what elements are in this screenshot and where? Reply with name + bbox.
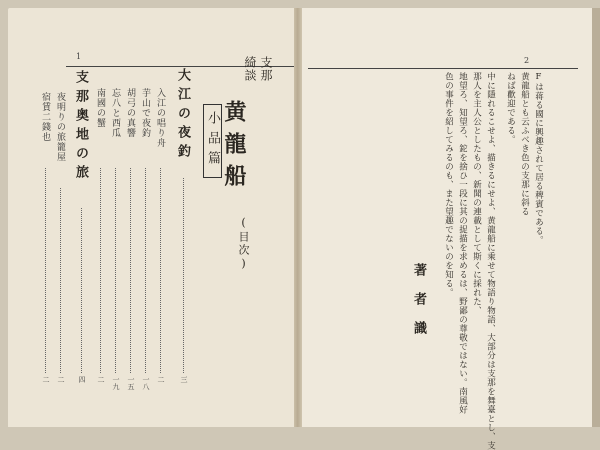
list-item: 入江の唱り舟: [155, 88, 165, 148]
chapter-page: 四: [78, 376, 86, 383]
section-box: 小品篇: [203, 104, 222, 178]
preface-line: 中に隱れるこせよ、描きるにせよ、黄龍船に乘せて物語り物語、大部分は支那を舞臺とし、支: [485, 72, 496, 450]
chapter-title: 大江の夜釣: [175, 68, 190, 163]
preface-line: ねば歡迎である。: [505, 72, 516, 144]
list-item: 南國の蟹: [95, 88, 105, 128]
book-title: 黄龍船: [221, 100, 247, 196]
leader-dots: [100, 168, 101, 373]
right-page: [302, 8, 592, 450]
right-page-number: 2: [524, 56, 530, 65]
leader-dots: [130, 168, 131, 373]
series-label-1: 支那: [259, 56, 273, 82]
leader-dots: [160, 168, 161, 373]
preface-line: 地望ろ、知望ろ、鉈を捨ひ一段に其の捉描を求めるは、野鄙の尊敬ではない。南風好: [457, 72, 468, 414]
list-item: 夜明りの旅籠屋: [55, 92, 65, 162]
leader-dots: [115, 168, 116, 373]
item-page: 二: [42, 376, 50, 383]
leader-dots: [183, 178, 184, 373]
left-page-number: 1: [76, 52, 82, 61]
header-rule: [308, 68, 578, 69]
page-edge: [592, 8, 600, 427]
left-page: [8, 8, 294, 427]
item-page: 一九: [112, 376, 120, 390]
author-signature: 著者識: [411, 263, 426, 350]
chapter-title: 支那奥地の旅: [73, 70, 88, 184]
preface-line: 那人を主人公としたもの、新聞の連載として斯くに採れた、: [471, 72, 482, 315]
contents-label: (目次): [237, 216, 250, 272]
item-page: 二: [57, 376, 65, 383]
item-page: 一八: [142, 376, 150, 390]
preface-line: 色の事件を紹してみるのも、また望趣でないのを知る。: [443, 72, 454, 297]
item-page: 二: [97, 376, 105, 383]
leader-dots: [60, 188, 61, 373]
book-gutter: [294, 8, 302, 427]
list-item: 胡弓の真響: [125, 88, 135, 138]
leader-dots: [81, 208, 82, 373]
leader-dots: [45, 168, 46, 373]
list-item: 芋山で夜釣: [140, 88, 150, 138]
item-page: 一五: [127, 376, 135, 390]
item-page: 二: [157, 376, 165, 383]
list-item: 宿賃二錢也: [40, 92, 50, 142]
list-item: 忘八と西瓜: [110, 88, 120, 138]
chapter-page: 三: [180, 376, 188, 383]
series-label-2: 綺談: [243, 56, 257, 82]
leader-dots: [145, 168, 146, 373]
preface-line: Fは蒋る國に興趣されて居る稗賓である。: [533, 72, 544, 245]
preface-line: 黄龍船とも云ふべき色の支那に斜る: [519, 72, 530, 216]
